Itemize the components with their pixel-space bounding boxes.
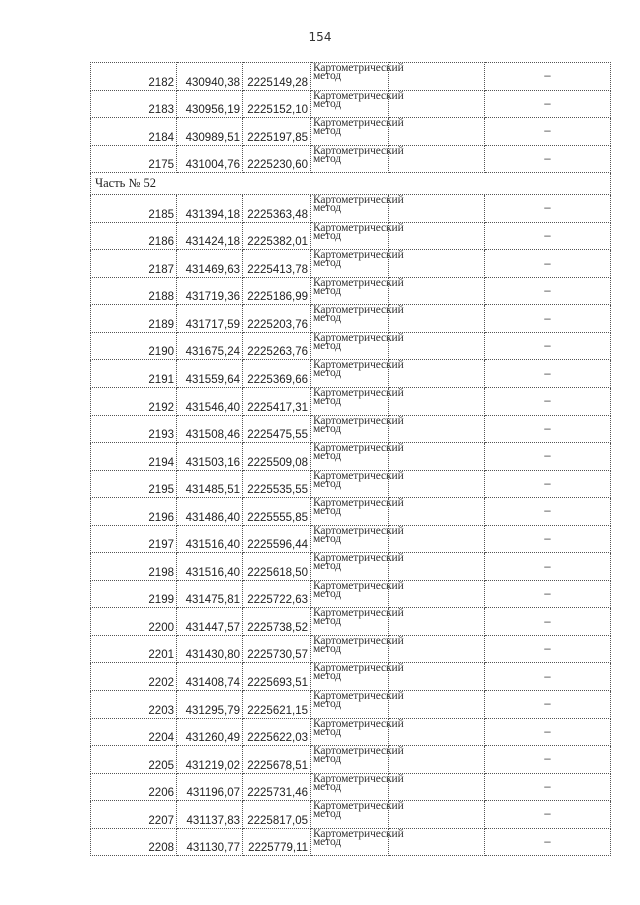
point-number-cell: 2191 <box>91 360 177 388</box>
x-coordinate-cell: 431260,49 <box>177 718 243 746</box>
x-coordinate-cell: 431503,16 <box>177 443 243 471</box>
y-coordinate-cell: 2225230,60 <box>243 145 311 173</box>
y-coordinate-cell: 2225618,50 <box>243 553 311 581</box>
y-coordinate-cell: 2225186,99 <box>243 277 311 305</box>
method-cell: Картометрический метод <box>311 498 389 526</box>
x-coordinate-cell: 431430,80 <box>177 635 243 663</box>
point-number-cell: 2190 <box>91 332 177 360</box>
method-cell: Картометрический метод <box>311 277 389 305</box>
point-number-cell: 2203 <box>91 691 177 719</box>
x-coordinate-cell: 431508,46 <box>177 415 243 443</box>
y-coordinate-cell: 2225693,51 <box>243 663 311 691</box>
method-cell: Картометрический метод <box>311 118 389 146</box>
point-number-cell: 2196 <box>91 498 177 526</box>
y-coordinate-cell: 2225382,01 <box>243 222 311 250</box>
x-coordinate-cell: 431130,77 <box>177 828 243 856</box>
point-number-cell: 2201 <box>91 635 177 663</box>
point-number-cell: 2189 <box>91 305 177 333</box>
section-label: Часть № 52 <box>91 173 611 195</box>
method-cell: Картометрический метод <box>311 305 389 333</box>
y-coordinate-cell: 2225817,05 <box>243 801 311 829</box>
accuracy-cell: – <box>485 443 611 471</box>
x-coordinate-cell: 431546,40 <box>177 388 243 416</box>
x-coordinate-cell: 431516,40 <box>177 553 243 581</box>
method-cell: Картометрический метод <box>311 222 389 250</box>
table-row <box>91 388 611 416</box>
table-row <box>91 360 611 388</box>
x-coordinate-cell: 431137,83 <box>177 801 243 829</box>
accuracy-cell: – <box>485 63 611 91</box>
x-coordinate-cell: 431469,63 <box>177 250 243 278</box>
x-coordinate-cell: 431447,57 <box>177 608 243 636</box>
method-cell: Картометрический метод <box>311 801 389 829</box>
accuracy-cell: – <box>485 663 611 691</box>
method-cell: Картометрический метод <box>311 635 389 663</box>
x-coordinate-cell: 431475,81 <box>177 580 243 608</box>
method-cell: Картометрический метод <box>311 691 389 719</box>
method-cell: Картометрический метод <box>311 63 389 91</box>
table-row <box>91 145 611 173</box>
y-coordinate-cell: 2225622,03 <box>243 718 311 746</box>
accuracy-cell: – <box>485 718 611 746</box>
method-cell: Картометрический метод <box>311 443 389 471</box>
point-number-cell: 2208 <box>91 828 177 856</box>
method-cell: Картометрический метод <box>311 332 389 360</box>
point-number-cell: 2186 <box>91 222 177 250</box>
x-coordinate-cell: 431486,40 <box>177 498 243 526</box>
y-coordinate-cell: 2225779,11 <box>243 828 311 856</box>
x-coordinate-cell: 431295,79 <box>177 691 243 719</box>
accuracy-cell: – <box>485 195 611 223</box>
method-cell: Картометрический метод <box>311 388 389 416</box>
accuracy-cell: – <box>485 635 611 663</box>
point-number-cell: 2182 <box>91 63 177 91</box>
method-cell: Картометрический метод <box>311 415 389 443</box>
accuracy-cell: – <box>485 801 611 829</box>
point-number-cell: 2185 <box>91 195 177 223</box>
y-coordinate-cell: 2225678,51 <box>243 746 311 774</box>
table-row <box>91 250 611 278</box>
y-coordinate-cell: 2225621,15 <box>243 691 311 719</box>
accuracy-cell: – <box>485 470 611 498</box>
y-coordinate-cell: 2225152,10 <box>243 90 311 118</box>
x-coordinate-cell: 431516,40 <box>177 525 243 553</box>
x-coordinate-cell: 431196,07 <box>177 773 243 801</box>
y-coordinate-cell: 2225475,55 <box>243 415 311 443</box>
x-coordinate-cell: 430940,38 <box>177 63 243 91</box>
x-coordinate-cell: 431408,74 <box>177 663 243 691</box>
table-row <box>91 305 611 333</box>
accuracy-cell: – <box>485 305 611 333</box>
y-coordinate-cell: 2225263,76 <box>243 332 311 360</box>
table-row <box>91 443 611 471</box>
y-coordinate-cell: 2225555,85 <box>243 498 311 526</box>
accuracy-cell: – <box>485 360 611 388</box>
accuracy-cell: – <box>485 498 611 526</box>
table-row <box>91 801 611 829</box>
method-cell: Картометрический метод <box>311 250 389 278</box>
y-coordinate-cell: 2225722,63 <box>243 580 311 608</box>
x-coordinate-cell: 431675,24 <box>177 332 243 360</box>
method-cell: Картометрический метод <box>311 663 389 691</box>
point-number-cell: 2194 <box>91 443 177 471</box>
coordinates-table <box>90 62 611 856</box>
x-coordinate-cell: 431424,18 <box>177 222 243 250</box>
point-number-cell: 2206 <box>91 773 177 801</box>
y-coordinate-cell: 2225509,08 <box>243 443 311 471</box>
point-number-cell: 2198 <box>91 553 177 581</box>
accuracy-cell: – <box>485 388 611 416</box>
point-number-cell: 2197 <box>91 525 177 553</box>
point-number-cell: 2192 <box>91 388 177 416</box>
method-cell: Картометрический метод <box>311 828 389 856</box>
x-coordinate-cell: 431559,64 <box>177 360 243 388</box>
y-coordinate-cell: 2225413,78 <box>243 250 311 278</box>
y-coordinate-cell: 2225731,46 <box>243 773 311 801</box>
method-cell: Картометрический метод <box>311 553 389 581</box>
y-coordinate-cell: 2225596,44 <box>243 525 311 553</box>
table-row <box>91 470 611 498</box>
point-number-cell: 2202 <box>91 663 177 691</box>
accuracy-cell: – <box>485 580 611 608</box>
method-cell: Картометрический метод <box>311 145 389 173</box>
method-cell: Картометрический метод <box>311 608 389 636</box>
method-cell: Картометрический метод <box>311 580 389 608</box>
coordinates-table-body <box>91 63 611 856</box>
method-cell: Картометрический метод <box>311 90 389 118</box>
table-row <box>91 525 611 553</box>
x-coordinate-cell: 431219,02 <box>177 746 243 774</box>
y-coordinate-cell: 2225417,31 <box>243 388 311 416</box>
table-row <box>91 332 611 360</box>
accuracy-cell: – <box>485 773 611 801</box>
y-coordinate-cell: 2225738,52 <box>243 608 311 636</box>
table-row <box>91 415 611 443</box>
table-row <box>91 222 611 250</box>
point-number-cell: 2207 <box>91 801 177 829</box>
method-cell: Картометрический метод <box>311 195 389 223</box>
accuracy-cell: – <box>485 118 611 146</box>
x-coordinate-cell: 431004,76 <box>177 145 243 173</box>
accuracy-cell: – <box>485 222 611 250</box>
table-row <box>91 90 611 118</box>
table-row <box>91 828 611 856</box>
table-row <box>91 553 611 581</box>
method-cell: Картометрический метод <box>311 360 389 388</box>
table-row <box>91 608 611 636</box>
point-number-cell: 2193 <box>91 415 177 443</box>
table-row <box>91 718 611 746</box>
table-row <box>91 63 611 91</box>
accuracy-cell: – <box>485 332 611 360</box>
point-number-cell: 2199 <box>91 580 177 608</box>
accuracy-cell: – <box>485 746 611 774</box>
accuracy-cell: – <box>485 828 611 856</box>
point-number-cell: 2188 <box>91 277 177 305</box>
method-cell: Картометрический метод <box>311 525 389 553</box>
accuracy-cell: – <box>485 145 611 173</box>
point-number-cell: 2200 <box>91 608 177 636</box>
page-number: 154 <box>308 30 332 44</box>
point-number-cell: 2195 <box>91 470 177 498</box>
accuracy-cell: – <box>485 553 611 581</box>
table-row <box>91 691 611 719</box>
y-coordinate-cell: 2225197,85 <box>243 118 311 146</box>
y-coordinate-cell: 2225363,48 <box>243 195 311 223</box>
point-number-cell: 2184 <box>91 118 177 146</box>
method-cell: Картометрический метод <box>311 746 389 774</box>
point-number-cell: 2175 <box>91 145 177 173</box>
table-row <box>91 118 611 146</box>
table-row <box>91 773 611 801</box>
y-coordinate-cell: 2225730,57 <box>243 635 311 663</box>
table-row <box>91 580 611 608</box>
table-row <box>91 277 611 305</box>
method-cell: Картометрический метод <box>311 470 389 498</box>
table-row <box>91 635 611 663</box>
x-coordinate-cell: 431719,36 <box>177 277 243 305</box>
accuracy-cell: – <box>485 608 611 636</box>
accuracy-cell: – <box>485 691 611 719</box>
x-coordinate-cell: 431485,51 <box>177 470 243 498</box>
table-row <box>91 195 611 223</box>
y-coordinate-cell: 2225149,28 <box>243 63 311 91</box>
table-row <box>91 746 611 774</box>
accuracy-cell: – <box>485 250 611 278</box>
accuracy-cell: – <box>485 277 611 305</box>
point-number-cell: 2187 <box>91 250 177 278</box>
x-coordinate-cell: 431394,18 <box>177 195 243 223</box>
point-number-cell: 2204 <box>91 718 177 746</box>
x-coordinate-cell: 431717,59 <box>177 305 243 333</box>
accuracy-cell: – <box>485 90 611 118</box>
y-coordinate-cell: 2225369,66 <box>243 360 311 388</box>
table-row <box>91 498 611 526</box>
x-coordinate-cell: 430989,51 <box>177 118 243 146</box>
table-row <box>91 663 611 691</box>
y-coordinate-cell: 2225203,76 <box>243 305 311 333</box>
section-row <box>91 173 611 195</box>
y-coordinate-cell: 2225535,55 <box>243 470 311 498</box>
x-coordinate-cell: 430956,19 <box>177 90 243 118</box>
point-number-cell: 2183 <box>91 90 177 118</box>
point-number-cell: 2205 <box>91 746 177 774</box>
accuracy-cell: – <box>485 415 611 443</box>
method-cell: Картометрический метод <box>311 718 389 746</box>
accuracy-cell: – <box>485 525 611 553</box>
method-cell: Картометрический метод <box>311 773 389 801</box>
